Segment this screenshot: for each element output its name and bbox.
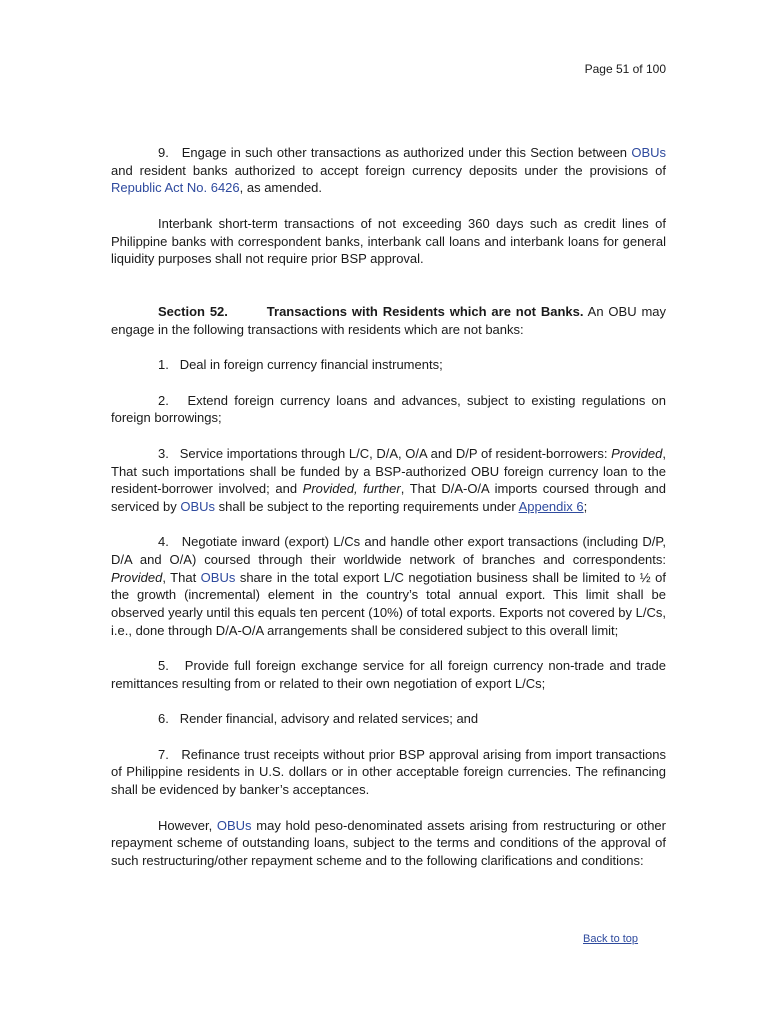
item-number: 6. (158, 711, 169, 727)
italic-text: Provided (611, 445, 663, 461)
item-number: 1. (158, 357, 169, 373)
list-item-1 (111, 356, 666, 374)
item-text: Deal in foreign currency financial instruments; (179, 357, 443, 373)
item-text: , That such importations shall be funded by a BSP-authorized OBU foreign currency loan to the resident-borrower involved; and (111, 445, 666, 497)
list-item-3 (111, 445, 666, 516)
however-paragraph (111, 817, 666, 870)
item-number: 3. (158, 445, 169, 461)
appendix-6-link[interactable]: Appendix 6 (518, 498, 584, 514)
paragraph-text: , as amended. (239, 180, 323, 196)
section-52-heading (111, 303, 666, 338)
item-text: ; (583, 498, 588, 514)
section-intro: An OBU may engage in the following transactions with residents which are not banks: (111, 304, 666, 337)
obus-link[interactable]: OBUs (631, 145, 666, 160)
item-text: , That D/A-O/A imports coursed through and serviced by (111, 481, 667, 514)
paragraph-text: Engage in such other transactions as authorized under this Section between (181, 145, 632, 160)
obus-link[interactable]: OBUs (200, 569, 236, 585)
italic-text: Provided (111, 569, 163, 585)
page-number: Page 51 of 100 (584, 62, 666, 76)
section-label: Section 52. (158, 304, 228, 320)
item-text: , That (162, 569, 201, 585)
item-text: Refinance trust receipts without prior BSP approval arising from import transactions of Philippine residents in U.S. dollars or in other acceptable foreign currencies. The refinancing shall be evidenced by banker’s acceptances. (111, 746, 666, 798)
list-item-5 (111, 657, 666, 692)
item-text: Extend foreign currency loans and advances, subject to existing regulations on foreign borrowings; (111, 392, 666, 426)
obus-link[interactable]: OBUs (216, 817, 252, 833)
item-number: 7. (158, 746, 169, 762)
item-text: share in the total export L/C negotiation business shall be limited to ½ of the growth (incremental) element in the country’s total annual export. This limit shall be observed yearly until this equals ten percent (10%) of total exports. Exports not covered by L/Cs, i.e., done through D/A-O/A arrangements shall be considered subject to this overall limit; (111, 569, 666, 638)
item-number: 5. (158, 658, 169, 674)
italic-text: Provided, further (302, 481, 401, 497)
section-title: Transactions with Residents which are not Banks. (266, 304, 584, 320)
item-text: Service importations through L/C, D/A, O/A and D/P of resident-borrowers: (179, 445, 612, 461)
paragraph-text: However, (158, 817, 217, 833)
paragraph-text: may hold peso-denominated assets arising from restructuring or other repayment scheme of outstanding loans, subject to the terms and conditions of the approval of such restructuring/other repayment scheme and to the following clarifications and conditions: (111, 817, 666, 868)
interbank-paragraph: Interbank short-term transactions of not exceeding 360 days such as credit lines of Philippine banks with correspondent banks, interbank call loans and interbank loans for general liquidity purposes shall not require prior BSP approval. (111, 215, 666, 267)
list-item-2 (111, 392, 666, 427)
paragraph-text: and resident banks authorized to accept foreign currency deposits under the provisions of (111, 162, 666, 178)
list-item-6 (111, 710, 666, 728)
document-body (111, 144, 666, 870)
item-text: shall be subject to the reporting requirements under (215, 498, 519, 514)
back-to-top-link[interactable]: Back to top (583, 933, 639, 945)
republic-act-link[interactable]: Republic Act No. 6426 (111, 180, 240, 196)
item-text: Negotiate inward (export) L/Cs and handle other export transactions (including D/P, D/A and O/A) coursed through their worldwide network of branches and correspondents: (111, 534, 666, 568)
list-item-7 (111, 746, 666, 799)
list-item-4 (111, 533, 666, 639)
item-number: 9. (158, 145, 169, 160)
item-text: Provide full foreign exchange service for all foreign currency non-trade and trade remittances resulting from or related to their own negotiation of export L/Cs; (111, 658, 666, 691)
item-number: 2. (158, 392, 169, 408)
obus-link[interactable]: OBUs (180, 498, 216, 514)
paragraph-item-9 (111, 144, 666, 197)
item-text: Render financial, advisory and related services; and (179, 711, 479, 727)
item-number: 4. (158, 534, 169, 550)
